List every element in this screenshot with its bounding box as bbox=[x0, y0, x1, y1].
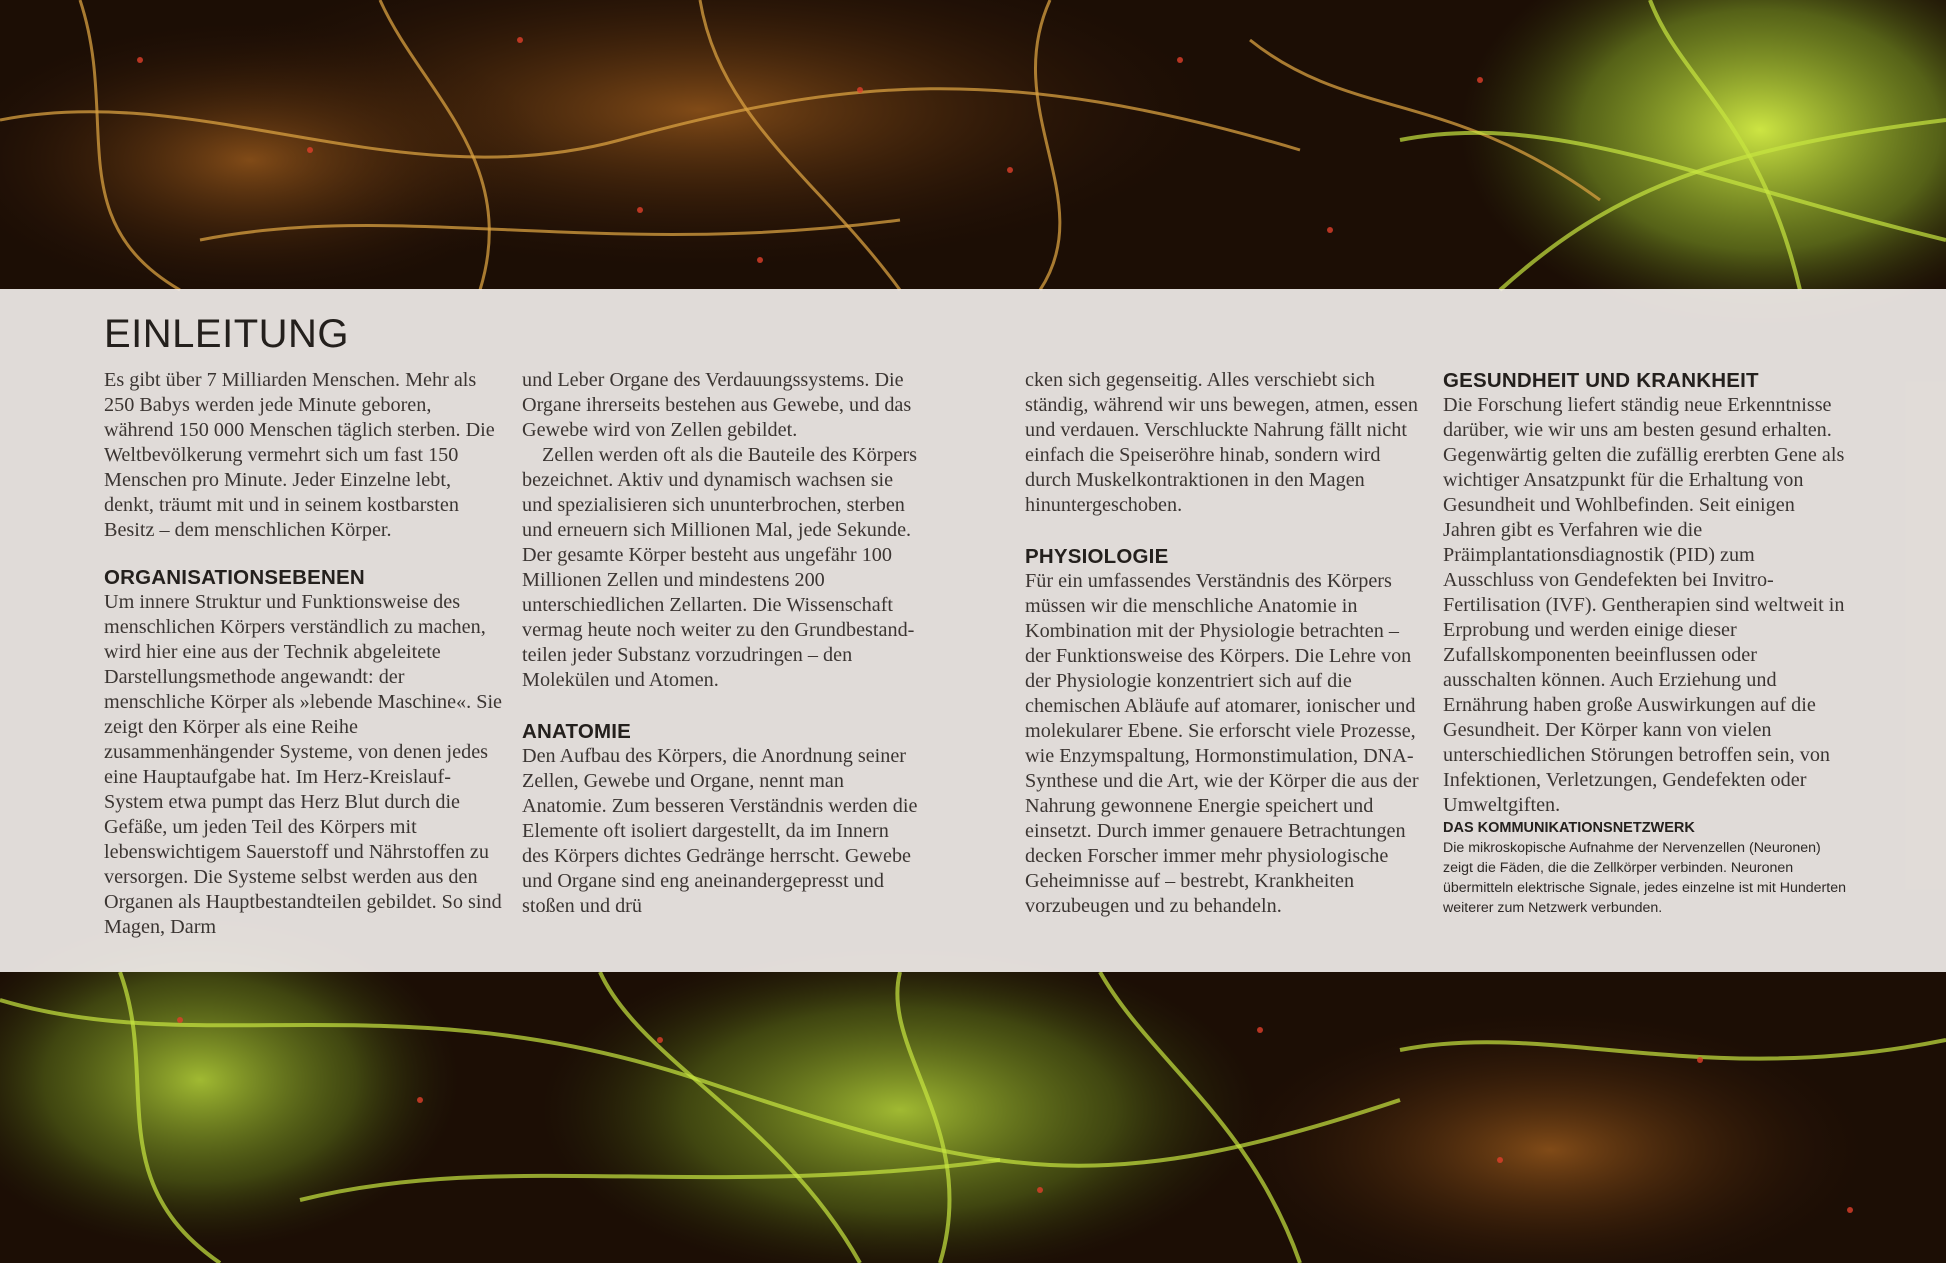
organisation-text-cells: Zellen werden oft als die Bauteile des Körpers bezeichnet. Aktiv und dynamisch wachsen sie und spezialisieren sich ununterbrochen, sterben und erneuern sich Millionen Mal, jede Sekunde. Der gesamte Körper besteht aus ungefähr 100 Millionen Zellen und mindestens 200 unterschiedlichen Zellarten. Die Wissenschaft vermag heute noch weiter zu den Grundbestandteilen jeder Substanz vorzudringen – den Molekülen und Atomen. bbox=[522, 444, 918, 691]
section-heading-anatomie: ANATOMIE bbox=[522, 720, 632, 743]
section-heading-gesundheit: GESUNDHEIT UND KRANKHEIT bbox=[1443, 369, 1759, 392]
anatomie-text: Den Aufbau des Körpers, die Anordnung seiner Zellen, Gewebe und Organe, nennt man Anatomie. Zum besseren Verständnis werden die Elemente oft isoliert dargestellt, da im Innern des Körpers dichtes Gedränge herrscht. Gewebe und Organe sind eng aneinandergepresst und stoßen und drü bbox=[522, 745, 918, 917]
gesundheit-text: Die Forschung liefert ständig neue Erkenntnisse darüber, wie wir uns am besten gesund erhalten. Gegenwärtig gelten die zufällig ererbten Gene als wichtiger Ansatzpunkt für die Erhaltung von Gesundheit und Wohlbefinden. Seit einigen Jahren gibt es Verfahren wie die Präimplantationsdiagnostik (PID) zum Ausschluss von Gendefekten bei Invitro-Fertilisation (IVF). Gentherapien sind weltweit in Erprobung und werden einige dieser Zufallskomponenten beeinflussen oder ausschalten können. Auch Erziehung und Ernährung haben große Auswirkungen auf die Gesundheit. Der Körper kann von vielen unterschiedlichen Störungen betroffen sein, von Infektionen, Verletzungen, Gendefekten oder Umweltgiften. bbox=[1443, 394, 1845, 816]
organisation-text-continued: und Leber Organe des Verdauungssystems. Die Organe ihrerseits bestehen aus Gewebe, und das Gewebe wird von Zellen gebildet. bbox=[522, 369, 912, 441]
caption-title: DAS KOMMUNIKATIONSNETZWERK bbox=[1443, 820, 1695, 836]
column-4 bbox=[1443, 368, 1848, 918]
section-heading-physiologie: PHYSIOLOGIE bbox=[1025, 545, 1169, 568]
section-heading-organisation: ORGANISATIONSEBENEN bbox=[104, 566, 365, 589]
page-title: EINLEITUNG bbox=[104, 312, 350, 356]
caption-text: Die mikroskopische Aufnahme der Nervenzellen (Neuronen) zeigt die Fäden, die die Zellkörper verbinden. Neuronen übermitteln elektrische Signale, jedes einzelne ist mit Hunderten weiterer zum Netzwerk verbunden. bbox=[1443, 840, 1846, 916]
column-1 bbox=[104, 368, 502, 940]
column-2 bbox=[522, 368, 920, 919]
intro-paragraph: Es gibt über 7 Milliarden Menschen. Mehr als 250 Babys werden jede Minute geboren, während 150 000 Menschen täglich sterben. Die Weltbevölkerung vermehrt sich um fast 150 Menschen pro Minute. Jeder Einzelne lebt, denkt, träumt mit und in seinem kostbarsten Besitz – dem menschlichen Körper. bbox=[104, 369, 495, 541]
column-3 bbox=[1025, 368, 1423, 919]
physiologie-text: Für ein umfassendes Verständnis des Körpers müssen wir die menschliche Anatomie in Kombination mit der Physiologie betrachten – der Funktionsweise des Körpers. Die Lehre von der Physiologie konzentriert sich auf die chemischen Abläufe auf atomarer, ionischer und molekularer Ebene. Sie erforscht viele Prozesse, wie Enzymspaltung, Hormonstimulation, DNA-Synthese und die Art, wie der Körper die aus der Nahrung gewonnene Energie speichert und einsetzt. Durch immer genauere Betrachtungen decken Forscher immer mehr physiologische Geheimnisse auf – bestrebt, Krankheiten vorzubeugen und zu behandeln. bbox=[1025, 570, 1419, 917]
organisation-text: Um innere Struktur und Funktionsweise des menschlichen Körpers verständlich zu machen, wird hier eine aus der Technik abgeleitete Darstellungsmethode angewandt: der menschliche Körper als »lebende Maschine«. Sie zeigt den Körper als eine Reihe zusammenhängender Systeme, von denen jedes eine Hauptaufgabe hat. Im Herz-Kreislauf-System etwa pumpt das Herz Blut durch die Gefäße, um jeden Teil des Körpers mit lebenswichtigem Sauerstoff und Nährstoffen zu versorgen. Die Systeme selbst werden aus den Organen als Hauptbestandteilen gebildet. So sind Magen, Darm bbox=[104, 591, 503, 938]
anatomie-text-continued: cken sich gegenseitig. Alles verschiebt sich ständig, während wir uns bewegen, atmen, essen und verdauen. Verschluckte Nahrung fällt nicht einfach die Speiseröhre hinab, sondern wird durch Muskelkontraktionen in den Magen hinuntergeschoben. bbox=[1025, 369, 1418, 516]
